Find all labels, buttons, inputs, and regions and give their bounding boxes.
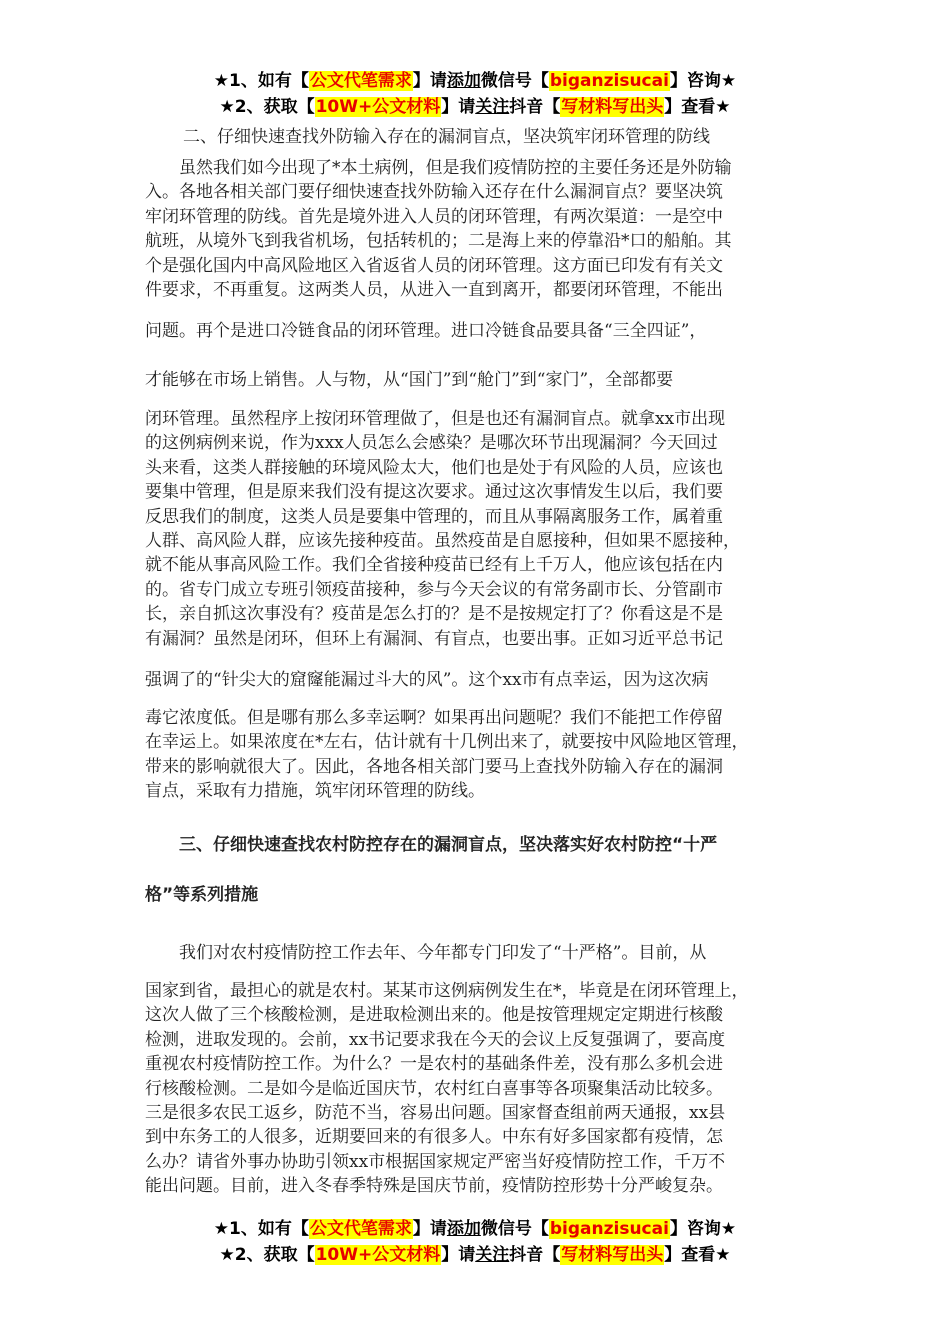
text-line: 这次人做了三个核酸检测，是进取检测出来的。他是按管理规定定期进行核酸 [145,1005,723,1026]
text-line: 毒它浓度低。但是哪有那么多幸运啊？如果再出问题呢？我们不能把工作停留 [145,708,723,728]
text-line: 牢闭环管理的防线。首先是境外进入人员的闭环管理，有两次渠道：一是空中 [145,206,723,227]
paragraph [145,706,825,804]
text-line: 国家到省，最担心的就是农村。某某市这例病例发生在*，毕竟是在闭环管理上， [145,981,749,1001]
paragraph [145,979,825,1199]
banner-highlight: biganzisucai [549,71,669,91]
promo-banner-line-2-bottom [0,1242,950,1268]
banner-highlight: 公文代笔需求 [309,71,412,91]
banner-underline: 关注 [475,1245,510,1265]
banner-highlight: 10W+公文材料 [315,97,441,117]
paragraph [145,368,825,392]
banner-text: 抖音【 [509,1245,561,1265]
section-heading-3: 三、仔细快速查找农村防控存在的漏洞盲点，坚决落实好农村防控“十严 [145,835,718,855]
banner-text: 】查看★ [664,97,731,117]
banner-highlight: biganzisucai [549,1219,669,1239]
section-heading-3-cont: 格”等系列措施 [145,885,259,905]
section-heading-2: 二、仔细快速查找外防输入存在的漏洞盲点，坚决筑牢闭环管理的防线 [183,127,710,147]
paragraph [145,668,825,692]
banner-text: 】请 [412,71,447,91]
banner-text: ★1、如有【 [213,1219,309,1239]
text-line: 行核酸检测。二是如今是临近国庆节，农村红白喜事等各项聚集活动比较多。 [145,1078,723,1099]
banner-highlight: 10W+公文材料 [315,1245,441,1265]
banner-text: 】咨询★ [669,71,737,91]
text-line: 的这例病例来说，作为xxx人员怎么会感染？是哪次环节出现漏洞？今天回过 [145,433,718,454]
text-line: 么办？请省外事办协助引领xx市根据国家规定严密当好疫情防控工作，千万不 [145,1151,726,1172]
banner-text: 微信号【 [480,1219,549,1239]
text-line: 就不能从事高风险工作。我们全省接种疫苗已经有上千万人，他应该包括在内 [145,555,723,576]
banner-underline: 添加 [446,71,481,91]
text-line: 人群、高风险人群，应该先接种疫苗。虽然疫苗是自愿接种，但如果不愿接种， [145,530,740,551]
text-line: 头来看，这类人群接触的环境风险太大，他们也是处于有风险的人员，应该也 [145,457,723,478]
banner-underline: 添加 [446,1219,481,1239]
promo-banner-line-1 [0,68,950,94]
promo-banner-line-1-bottom [0,1216,950,1242]
text-line: 我们对农村疫情防控工作去年、今年都专门印发了“十严格”。目前，从 [145,943,707,963]
text-line: 虽然我们如今出现了*本土病例，但是我们疫情防控的主要任务还是外防输 [145,158,732,178]
banner-text: ★2、获取【 [219,97,315,117]
banner-text: 】请 [441,1245,476,1265]
text-line: 重视农村疫情防控工作。为什么？一是农村的基础条件差，没有那么多机会进 [145,1054,723,1075]
paragraph [145,156,825,302]
text-line: 三是很多农民工返乡，防范不当，容易出问题。国家督查组前两天通报，xx县 [145,1102,726,1123]
text-line: 带来的影响就很大了。因此，各地各相关部门要马上查找外防输入存在的漏洞 [145,756,723,777]
text-line: 入。各地各相关部门要仔细快速查找外防输入还存在什么漏洞盲点？要坚决筑 [145,182,723,203]
text-line: 问题。再个是进口冷链食品的闭环管理。进口冷链食品要具备“三全四证”， [145,321,707,341]
text-line: 航班，从境外飞到我省机场，包括转机的；二是海上来的停靠沿*口的船舶。其 [145,231,732,252]
text-line: 要集中管理，但是原来我们没有提这次要求。通过这次事情发生以后，我们要 [145,482,723,503]
paragraph [145,941,825,965]
banner-highlight: 写材料写出头 [561,1245,664,1265]
text-line: 强调了的“针尖大的窟窿能漏过斗大的风”。这个xx市有点幸运，因为这次病 [145,670,709,690]
banner-text: 微信号【 [480,71,549,91]
banner-highlight: 公文代笔需求 [309,1219,412,1239]
text-line: 闭环管理。虽然程序上按闭环管理做了，但是也还有漏洞盲点。就拿xx市出现 [145,409,726,429]
text-line: 有漏洞？虽然是闭环，但环上有漏洞、有盲点，也要出事。正如习近平总书记 [145,628,723,649]
text-line: 检测，进取发现的。会前，xx书记要求我在今天的会议上反复强调了，要高度 [145,1029,726,1050]
text-line: 在幸运上。如果浓度在*左右，估计就有十几例出来了，就要按中风险地区管理， [145,732,749,753]
banner-text: 】请 [412,1219,447,1239]
banner-text: 】查看★ [664,1245,731,1265]
text-line: 件要求，不再重复。这两类人员，从进入一直到离开，都要闭环管理，不能出 [145,279,723,300]
text-line: 能出问题。目前，进入冬春季特殊是国庆节前，疫情防控形势十分严峻复杂。 [145,1176,723,1197]
paragraph [145,407,825,651]
text-line: 到中东务工的人很多，近期要回来的有很多人。中东有好多国家都有疫情，怎 [145,1127,723,1148]
banner-highlight: 写材料写出头 [561,97,664,117]
paragraph [145,319,825,343]
banner-text: 抖音【 [509,97,561,117]
text-line: 盲点，采取有力措施，筑牢闭环管理的防线。 [145,781,485,802]
text-line: 个是强化国内中高风险地区入省返省人员的闭环管理。这方面已印发有有关文 [145,255,723,276]
banner-text: ★2、获取【 [219,1245,315,1265]
text-line: 的。省专门成立专班引领疫苗接种，参与今天会议的有常务副市长、分管副市 [145,579,723,600]
banner-text: ★1、如有【 [213,71,309,91]
promo-banner-line-2 [0,94,950,120]
banner-text: 】请 [441,97,476,117]
text-line: 长，亲自抓这次事没有？疫苗是怎么打的？是不是按规定打了？你看这是不是 [145,604,723,625]
banner-text: 】咨询★ [669,1219,737,1239]
text-line: 才能够在市场上销售。人与物，从“国门”到“舱门”到“家门”，全部都要 [145,370,674,390]
banner-underline: 关注 [475,97,510,117]
text-line: 反思我们的制度，这类人员是要集中管理的，而且从事隔离服务工作，属着重 [145,506,723,527]
